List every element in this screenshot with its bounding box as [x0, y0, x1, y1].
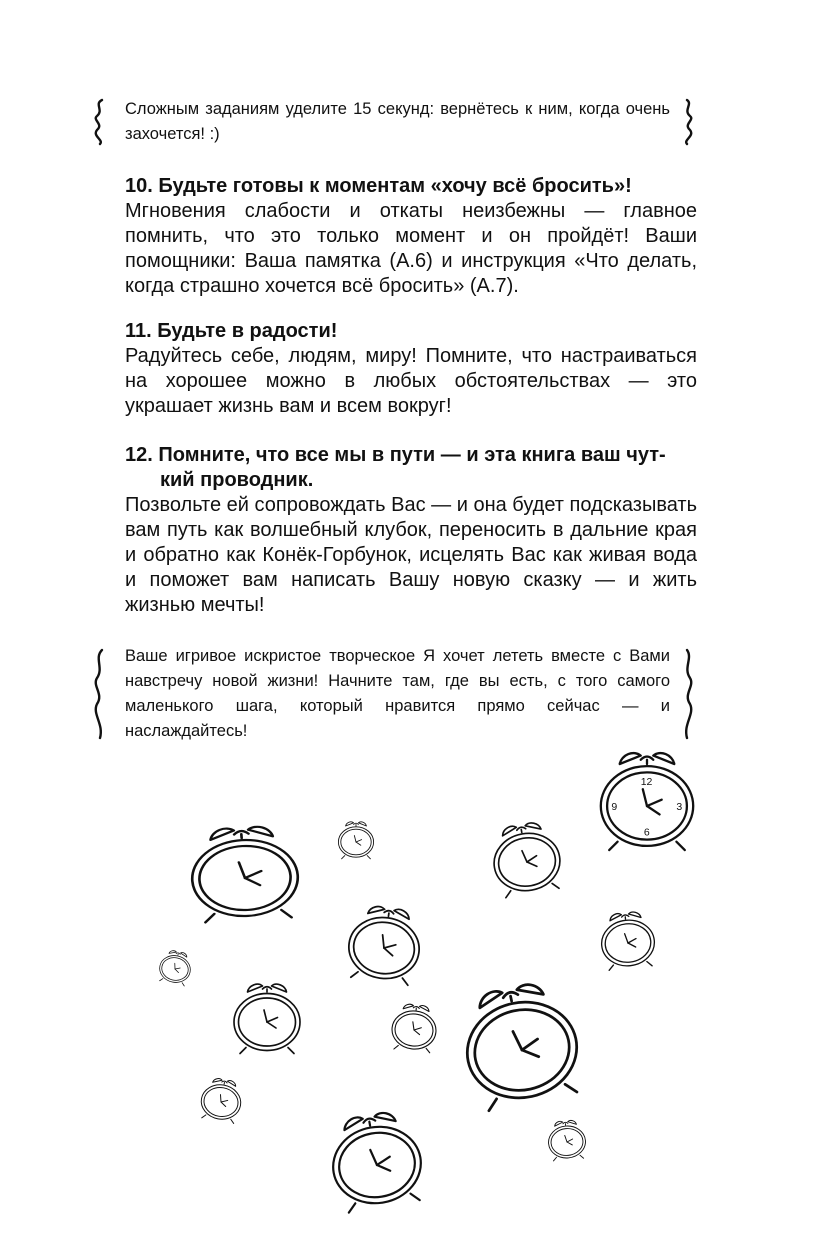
- encouragement-note: Ваше игривое искристое творческое Я хочет лететь вместе с Вами навстречу новой жизни! Начните там, где вы есть, с того самого маленького шага, который нравится прямо сейчас — и наслаждайтесь!: [125, 647, 670, 740]
- alarm-clock-icon: [344, 903, 424, 986]
- section-heading: 10. Будьте готовы к моментам «хочу всё бросить»!: [125, 175, 632, 197]
- left-brace-icon: [92, 648, 106, 740]
- alarm-clock-icon: [338, 822, 373, 859]
- right-brace-icon: [681, 648, 695, 740]
- alarm-clock-icon: [455, 977, 587, 1113]
- section-body: Радуйтесь себе, людям, миру! Помните, что настраиваться на хорошее можно в любых обстоятельствах — это украшает жизнь вам и всем вокруг!: [125, 345, 697, 417]
- right-brace-icon: [681, 98, 695, 146]
- alarm-clock-icon: [547, 1119, 587, 1161]
- tip-note: Сложным заданиям уделите 15 секунд: вернётесь к ним, когда очень захочется! :): [125, 100, 670, 143]
- alarm-clock-icon: [188, 825, 301, 923]
- section-heading-line2: кий проводник.: [160, 469, 314, 491]
- section-12: [125, 443, 697, 618]
- section-11: [125, 319, 697, 419]
- section-body: Мгновения слабости и откаты неизбежны — главное помнить, что это только момент и он пройдёт! Ваши помощники: Ваша памятка (А.6) и инструкция «Что делать, когда страшно хочется всё бросить» (А.7).: [125, 200, 697, 297]
- alarm-clock-icon: [198, 1076, 244, 1124]
- alarm-clock-icon: [488, 819, 565, 899]
- clock-digit-9: 9: [611, 801, 618, 814]
- left-brace-icon: [92, 98, 106, 146]
- alarm-clock-icon: [157, 949, 194, 987]
- clock-digit-6: 6: [643, 826, 650, 839]
- section-heading-line1: 12. Помните, что все мы в пути — и эта книга ваш чут-: [125, 444, 666, 466]
- alarm-clock-icon: [234, 984, 300, 1053]
- alarm-clock-icon: [390, 1003, 439, 1054]
- clock-digit-12: 12: [640, 776, 653, 788]
- alarm-clocks-illustration: [0, 740, 815, 1240]
- section-heading: [125, 443, 697, 493]
- section-10: [125, 174, 697, 299]
- alarm-clock-icon: [325, 1108, 428, 1214]
- clock-digit-3: 3: [676, 801, 683, 814]
- section-heading: 11. Будьте в радости!: [125, 320, 338, 342]
- alarm-clock-icon: [601, 753, 693, 850]
- alarm-clock-icon: [599, 910, 657, 971]
- section-body: Позвольте ей сопровождать Вас — и она будет подсказывать вам путь как волшебный клубок, переносить в дальние края и обратно как Конёк-Горбунок, исцелять Вас как живая вода и поможет вам написать Вашу новую сказку — и жить жизнью мечты!: [125, 494, 697, 616]
